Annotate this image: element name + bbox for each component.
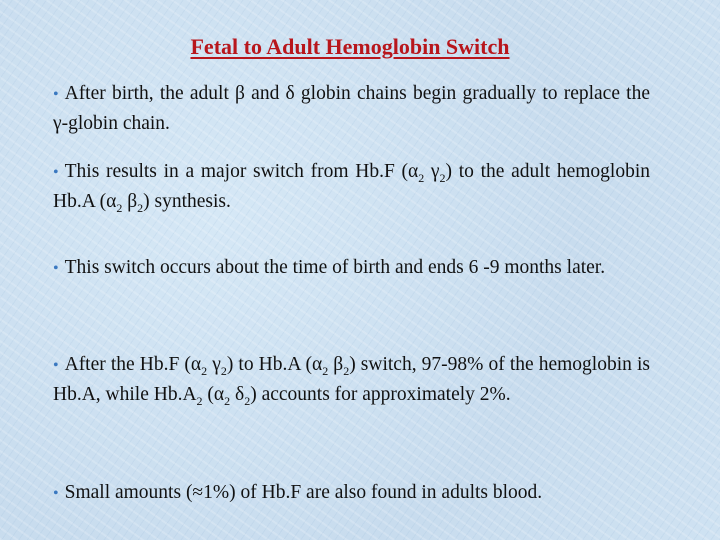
bullet-text: ) synthesis. [143,191,231,212]
subscript: 2 [224,393,231,408]
bullet-item [53,253,650,283]
subscript: 2 [343,363,350,378]
bullet-text: γ [424,161,440,182]
bullet-text: This results in a major switch from Hb.F (α [64,161,419,182]
subscript: 2 [196,393,203,408]
bullet-text: After the Hb.F (α [64,354,202,375]
bullet-text: ) switch, 97-98% of the hemoglobin is Hb.A, while Hb.A [53,354,650,405]
bullet-marker: • [53,357,59,374]
bullet-text: This switch occurs about the time of birth and ends 6 -9 months later. [64,257,606,278]
bullet-item [53,157,650,216]
subscript: 2 [220,363,227,378]
bullet-text: ) to the adult hemoglobin Hb.A (α [53,161,650,212]
bullet-marker: • [53,260,59,277]
slide-title: Fetal to Adult Hemoglobin Switch [190,34,510,59]
bullet-text: γ [207,354,221,375]
bullet-item [53,350,650,409]
bullet-text: ) accounts for approximately 2%. [250,384,511,405]
subscript: 2 [137,200,144,215]
subscript: 2 [322,363,329,378]
bullet-marker: • [53,164,59,181]
bullet-text: δ [230,384,245,405]
bullet-item [53,79,650,138]
subscript: 2 [439,170,446,185]
bullet-marker: • [53,86,59,103]
subscript: 2 [201,363,208,378]
bullet-item [53,478,650,508]
subscript: 2 [244,393,251,408]
bullet-text: After birth, the adult β and δ globin chains begin gradually to replace the γ-globin chain. [53,83,650,134]
bullet-text: β [328,354,344,375]
bullet-text: Small amounts (≈1%) of Hb.F are also found in adults blood. [64,482,543,503]
subscript: 2 [116,200,123,215]
bullet-marker: • [53,485,59,502]
bullet-text: β [122,191,138,212]
bullet-text: ) to Hb.A (α [226,354,323,375]
bullet-text: (α [202,384,225,405]
subscript: 2 [418,170,425,185]
